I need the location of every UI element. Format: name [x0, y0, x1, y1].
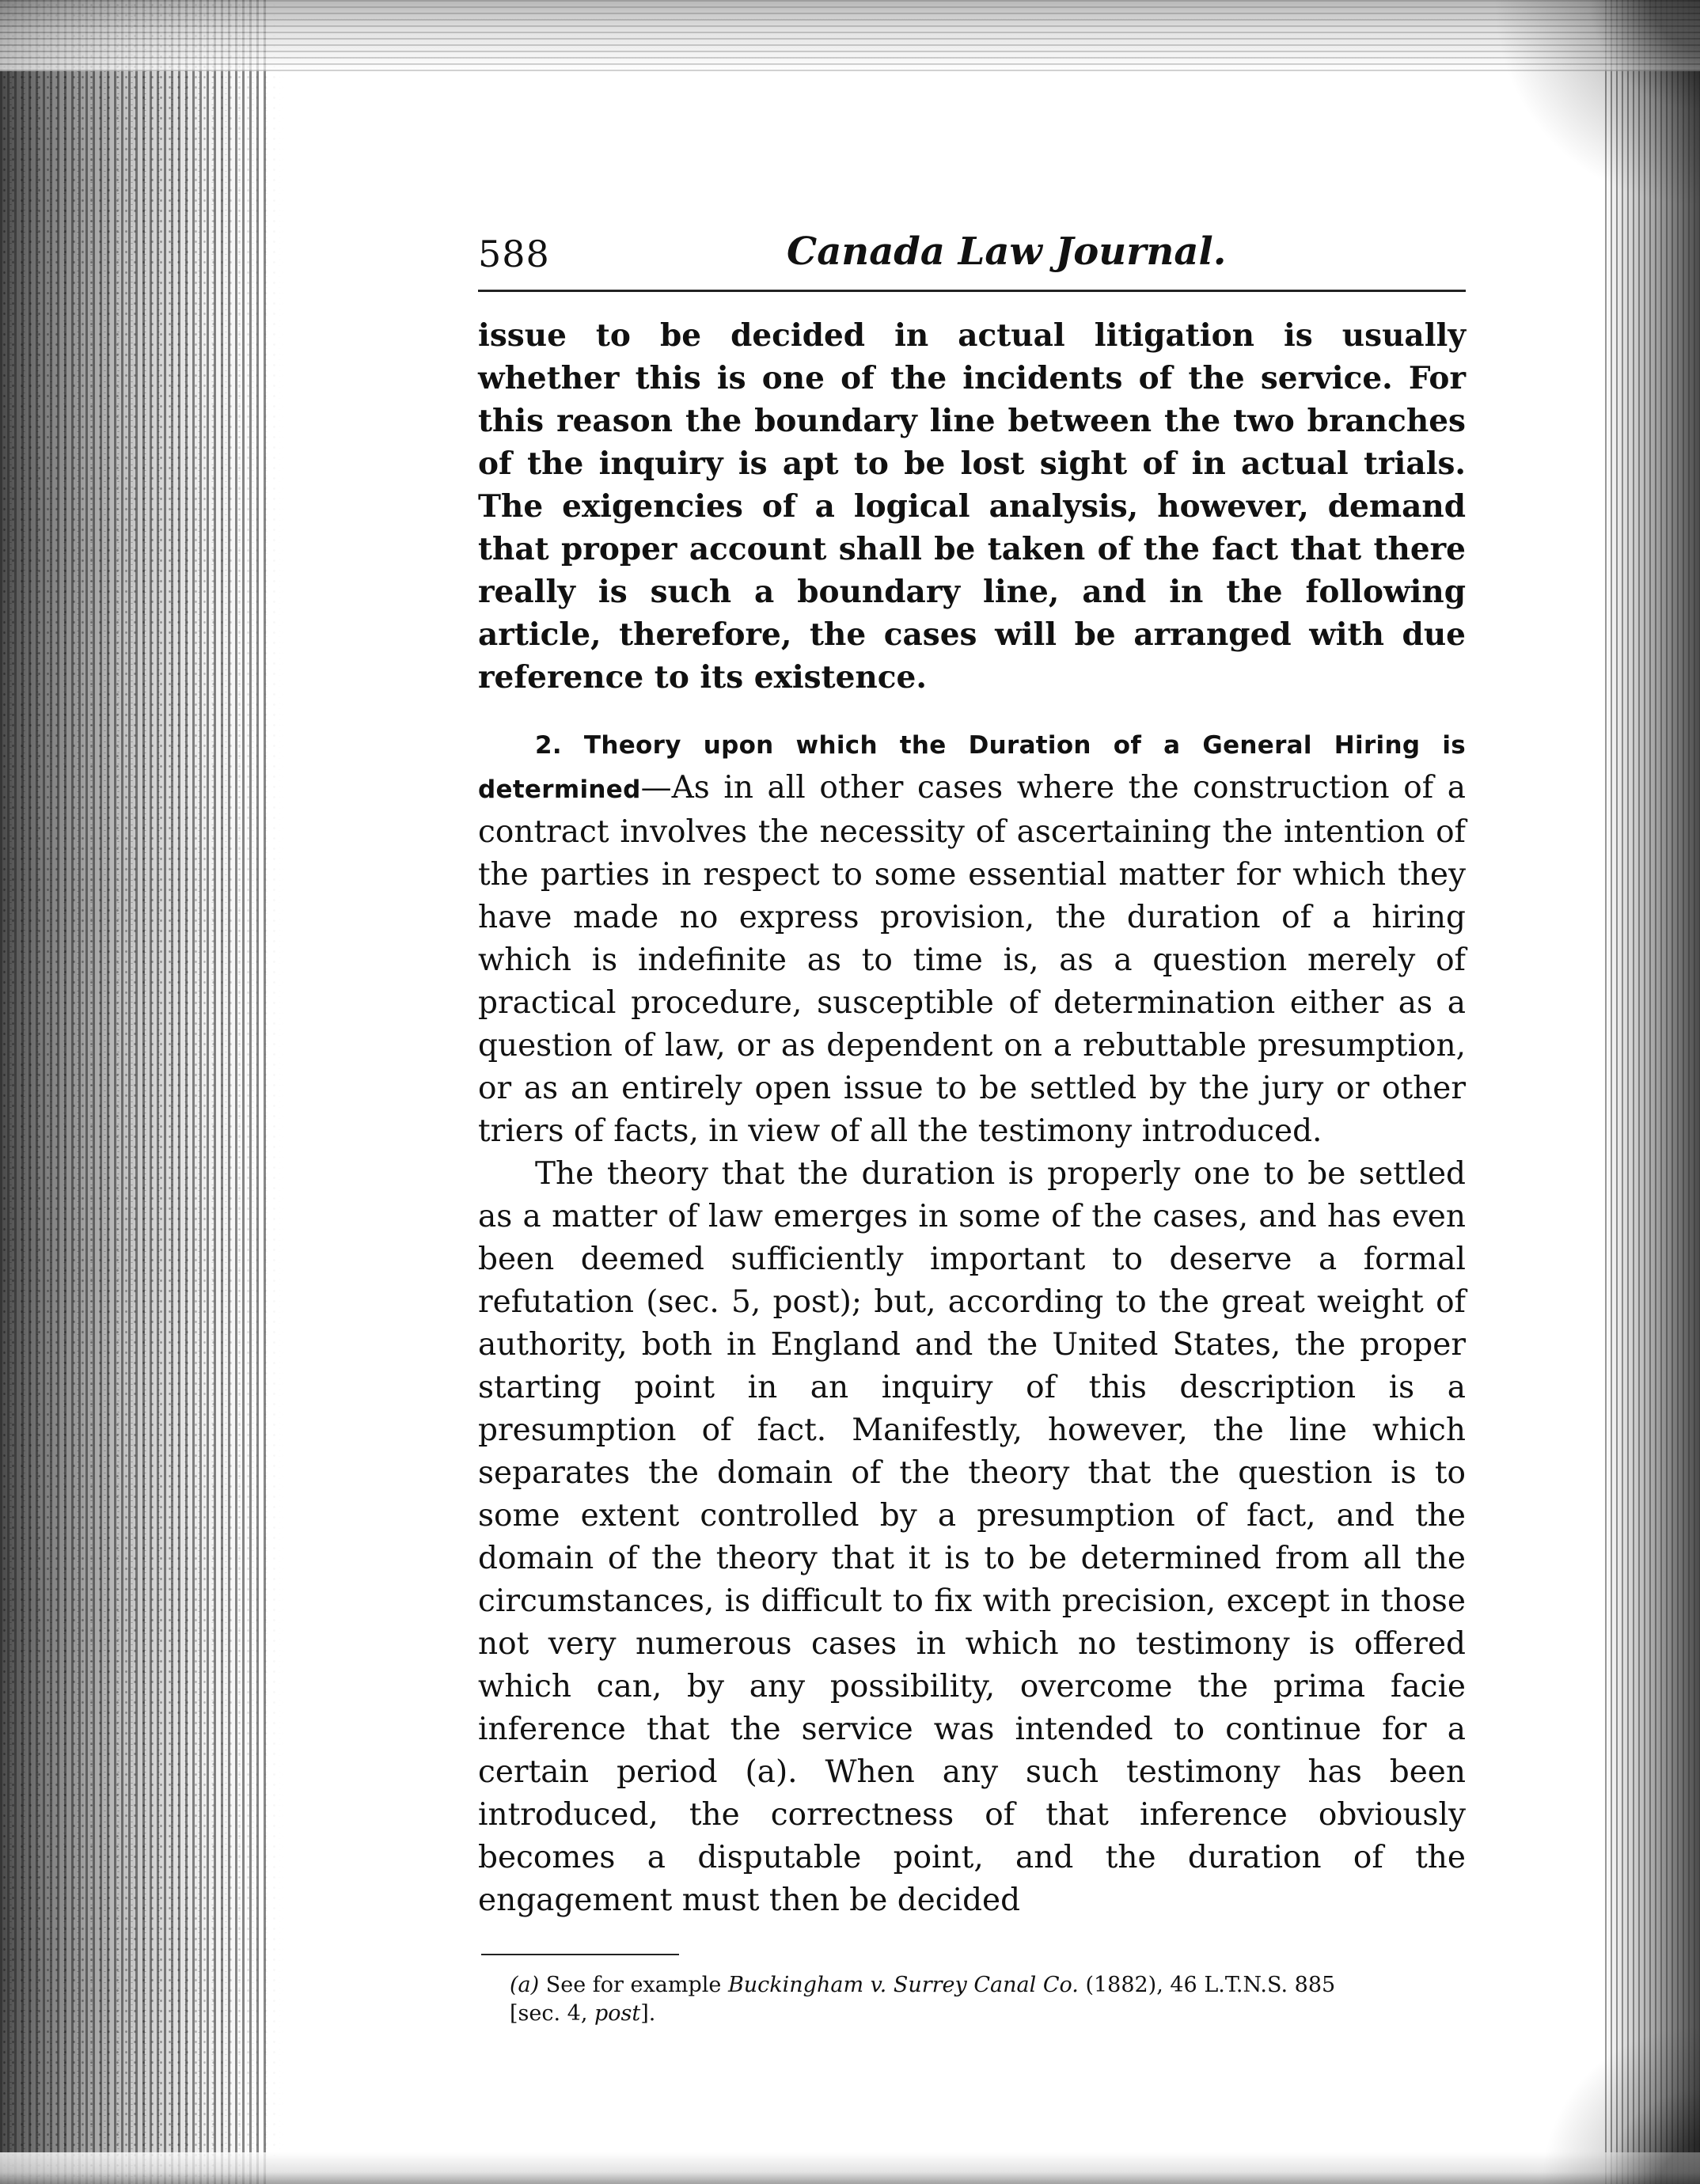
header-rule: [478, 290, 1466, 292]
scan-left-speckle: [0, 0, 285, 2184]
section-2-heading: 2. Theory upon which the Duration of a General Hiring is determined: [478, 731, 1466, 804]
footnote-case-name: Buckingham v. Surrey Canal Co.: [727, 1973, 1079, 1997]
footnote-crossref-open: [sec. 4,: [510, 2001, 588, 2026]
paragraph-3: The theory that the duration is properly one to be settled as a matter of law emerges in some of the cases, and has even been deemed sufficiently important to deserve a formal refutation (sec. 5, post); but, according to the great weight of authority, both in England and the United States, the proper starting point in an inquiry of this description is a presumption of fact. Manifestly, however, the line which separates the domain of the theory that the question is to some extent controlled by a presumption of fact, and the domain of the theory that it is to be determined from all the circumstances, is difficult to fix with precision, except in those not very numerous cases in which no testimony is offered which can, by any possibility, overcome the prima facie inference that the service was intended to continue for a certain period (a). When any such testimony has been introduced, the correctness of that inference obviously becomes a disputable point, and the duration of the engagement must then be decided: [478, 1156, 1466, 1918]
scan-bottom-edge: [0, 2152, 1700, 2184]
running-head: [478, 229, 1466, 280]
journal-title: Canada Law Journal.: [787, 229, 1227, 274]
scan-top-right-corner: [1447, 0, 1700, 222]
section-2-paragraph: [478, 722, 1466, 1153]
section-2-text: —As in all other cases where the construction of a contract involves the necessity of ascertaining the intention of the parties in respect to some essential matter for which they have made no express provision, the duration of a hiring which is indefinite as to time is, as a question merely of practical procedure, susceptible of determination either as a question of law, or as dependent on a rebuttable presumption, or as an entirely open issue to be settled by the jury or other triers of facts, in view of all the testimony introduced.: [478, 770, 1466, 1149]
footnote-lead: See for example: [545, 1973, 722, 1997]
footnote-rule: [481, 1954, 679, 1955]
scan-right-edge: [1605, 0, 1700, 2184]
scan-top-edge: [0, 0, 1700, 71]
footnote-crossref-close: ].: [640, 2001, 656, 2026]
page-number: 588: [478, 233, 550, 275]
footnote-marker: (a): [510, 1973, 540, 1997]
footnote-citation: (1882), 46 L.T.N.S. 885: [1085, 1973, 1336, 1997]
footnote-crossref-post: post: [594, 2001, 641, 2026]
footnote-a: [478, 1971, 1466, 2028]
document-page: [478, 229, 1466, 2028]
paragraph-1: issue to be decided in actual litigation is usually whether this is one of the incidents of the service. For this reason the boundary line between the two branches of the inquiry is apt to be lost sight of in actual trials. The exigencies of a logical analysis, however, demand that proper account shall be taken of the fact that there really is such a boundary line, and in the following article, therefore, the cases will be arranged with due reference to its existence.: [478, 317, 1466, 696]
scan-bottom-right-corner: [1494, 2026, 1700, 2184]
